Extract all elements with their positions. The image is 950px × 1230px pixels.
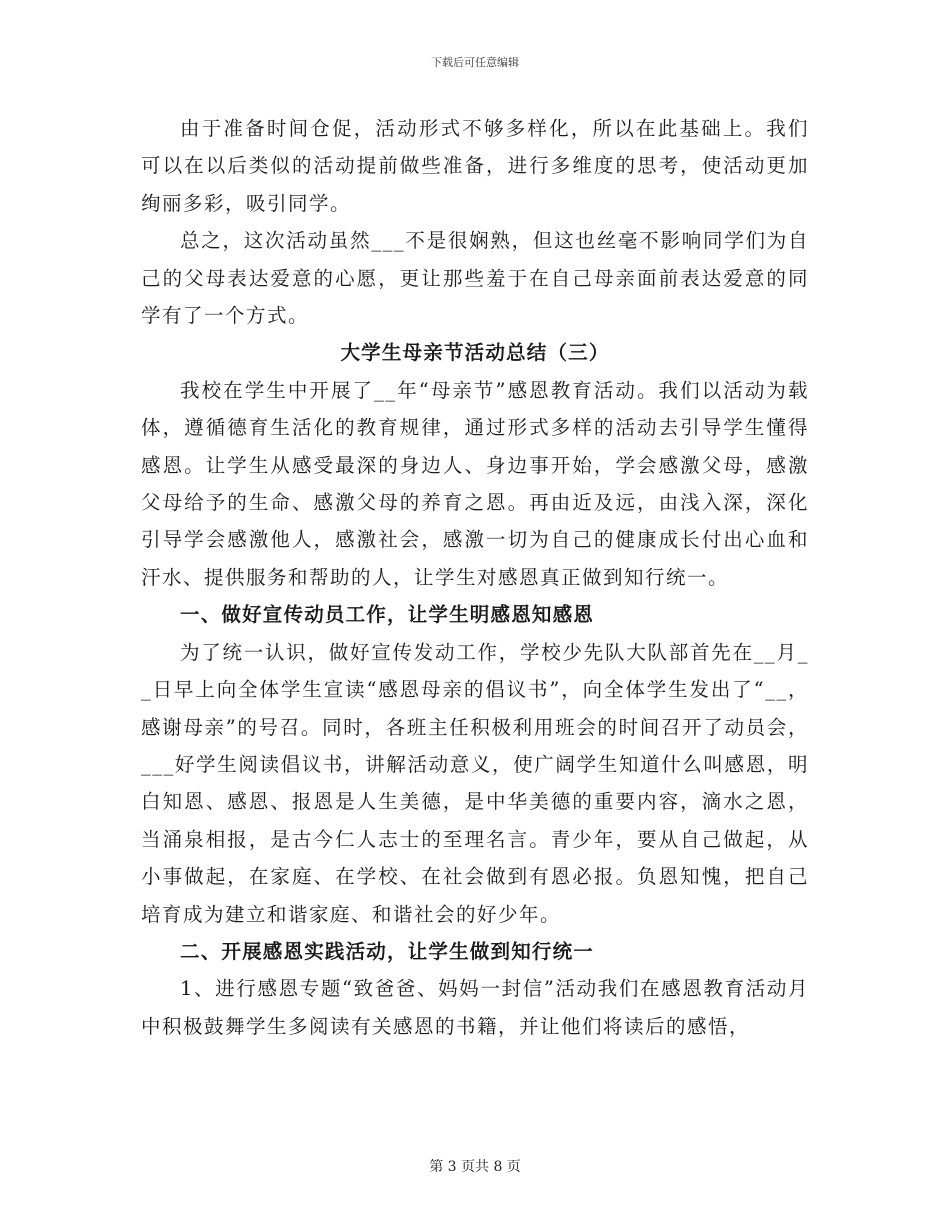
practice-paragraph: 1、进行感恩专题“致爸爸、妈妈一封信”活动我们在感恩教育活动月中积极鼓舞学生多阅读有关感恩的书籍，并让他们将读后的感悟， (141, 977, 809, 1038)
document-body (141, 110, 809, 1045)
intro-paragraph: 我校在学生中开展了__年“母亲节”感恩教育活动。我们以活动为载体，遵循德育生活化的教育规律，通过形式多样的活动去引导学生懂得感恩。让学生从感受最深的身边人、身边事开始，学会感激父母，感激父母给予的生命、感激父母的养育之恩。再由近及远，由浅入深，深化引导学会感激他人，感激社会，感激一切为自己的健康成长付出心血和汗水、提供服务和帮助的人，让学生对感恩真正做到知行统一。 (141, 378, 809, 589)
page-number: 第 3 页共 8 页 (429, 1159, 521, 1175)
page-header: 下载后可任意编辑 (431, 56, 519, 69)
heading-practice: 二、开展感恩实践活动，让学生做到知行统一 (180, 939, 595, 963)
publicity-paragraph: 为了统一认识，做好宣传发动工作，学校少先队大队部首先在__月__日早上向全体学生宣读“感恩母亲的倡议书”，向全体学生发出了“__，感谢母亲”的号召。同时，各班主任积极利用班会的时间召开了动员会，___好学生阅读倡议书，讲解活动意义，使广阔学生知道什么叫感恩，明白知恩、感恩、报恩是人生美德，是中华美德的重要内容，滴水之恩，当涌泉相报，是古今仁人志士的至理名言。青少年，要从自己做起，从小事做起，在家庭、在学校、在社会做到有恩必报。负恩知愧，把自己培育成为建立和谐家庭、和谐社会的好少年。 (141, 640, 809, 926)
paragraph: 由于准备时间仓促，活动形式不够多样化，所以在此基础上。我们可以在以后类似的活动提前做些准备，进行多维度的思考，使活动更加绚丽多彩，吸引同学。 (141, 117, 809, 215)
paragraph: 总之，这次活动虽然___不是很娴熟，但这也丝毫不影响同学们为自己的父母表达爱意的心愿，更让那些羞于在自己母亲面前表达爱意的同学有了一个方式。 (141, 229, 809, 328)
section-title: 大学生母亲节活动总结（三） (340, 341, 610, 365)
heading-publicity: 一、做好宣传动员工作，让学生明感恩知感恩 (180, 603, 595, 627)
